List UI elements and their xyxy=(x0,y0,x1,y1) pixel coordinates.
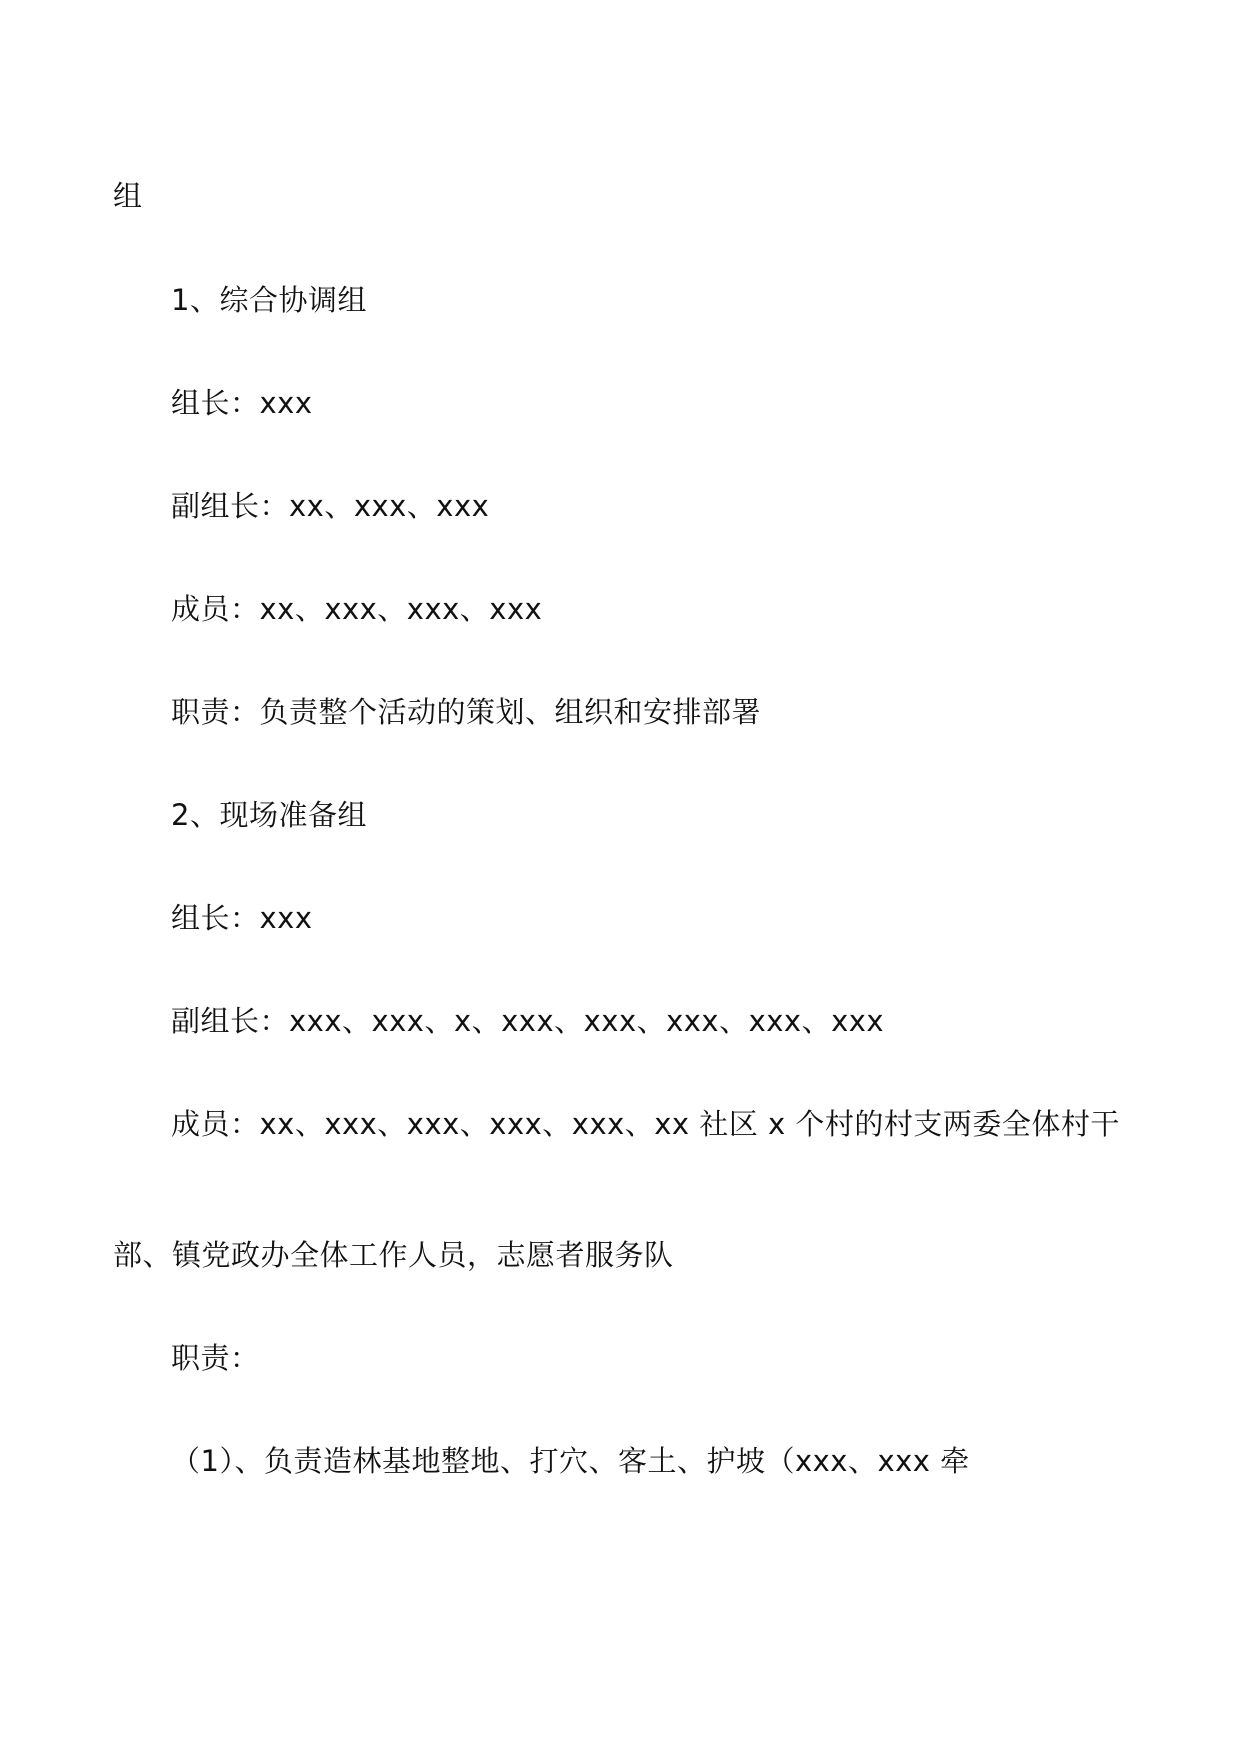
text-line-duty-item-1: （1）、负责造林基地整地、打穴、客土、护坡（xxx、xxx 牵 xyxy=(171,1444,970,1478)
text-line-duties-2: 职责： xyxy=(171,1341,260,1375)
heading-site-preparation-group: 2、现场准备组 xyxy=(171,798,367,832)
text-line-members-2-continuation: 部、镇党政办全体工作人员，志愿者服务队 xyxy=(113,1238,674,1272)
text-line-duties-1: 职责：负责整个活动的策划、组织和安排部署 xyxy=(171,695,762,729)
text-line-group-leader-1: 组长：xxx xyxy=(171,386,313,420)
text-line-group-continuation: 组 xyxy=(113,179,143,213)
heading-coordination-group: 1、综合协调组 xyxy=(171,283,367,317)
text-line-members-2: 成员：xx、xxx、xxx、xxx、xxx、xx 社区 x 个村的村支两委全体村干 xyxy=(171,1107,1120,1141)
text-line-members-1: 成员：xx、xxx、xxx、xxx xyxy=(171,592,543,626)
text-line-deputy-leader-2: 副组长：xxx、xxx、x、xxx、xxx、xxx、xxx、xxx xyxy=(171,1004,885,1038)
text-line-deputy-leader-1: 副组长：xx、xxx、xxx xyxy=(171,489,490,523)
text-line-group-leader-2: 组长：xxx xyxy=(171,901,313,935)
